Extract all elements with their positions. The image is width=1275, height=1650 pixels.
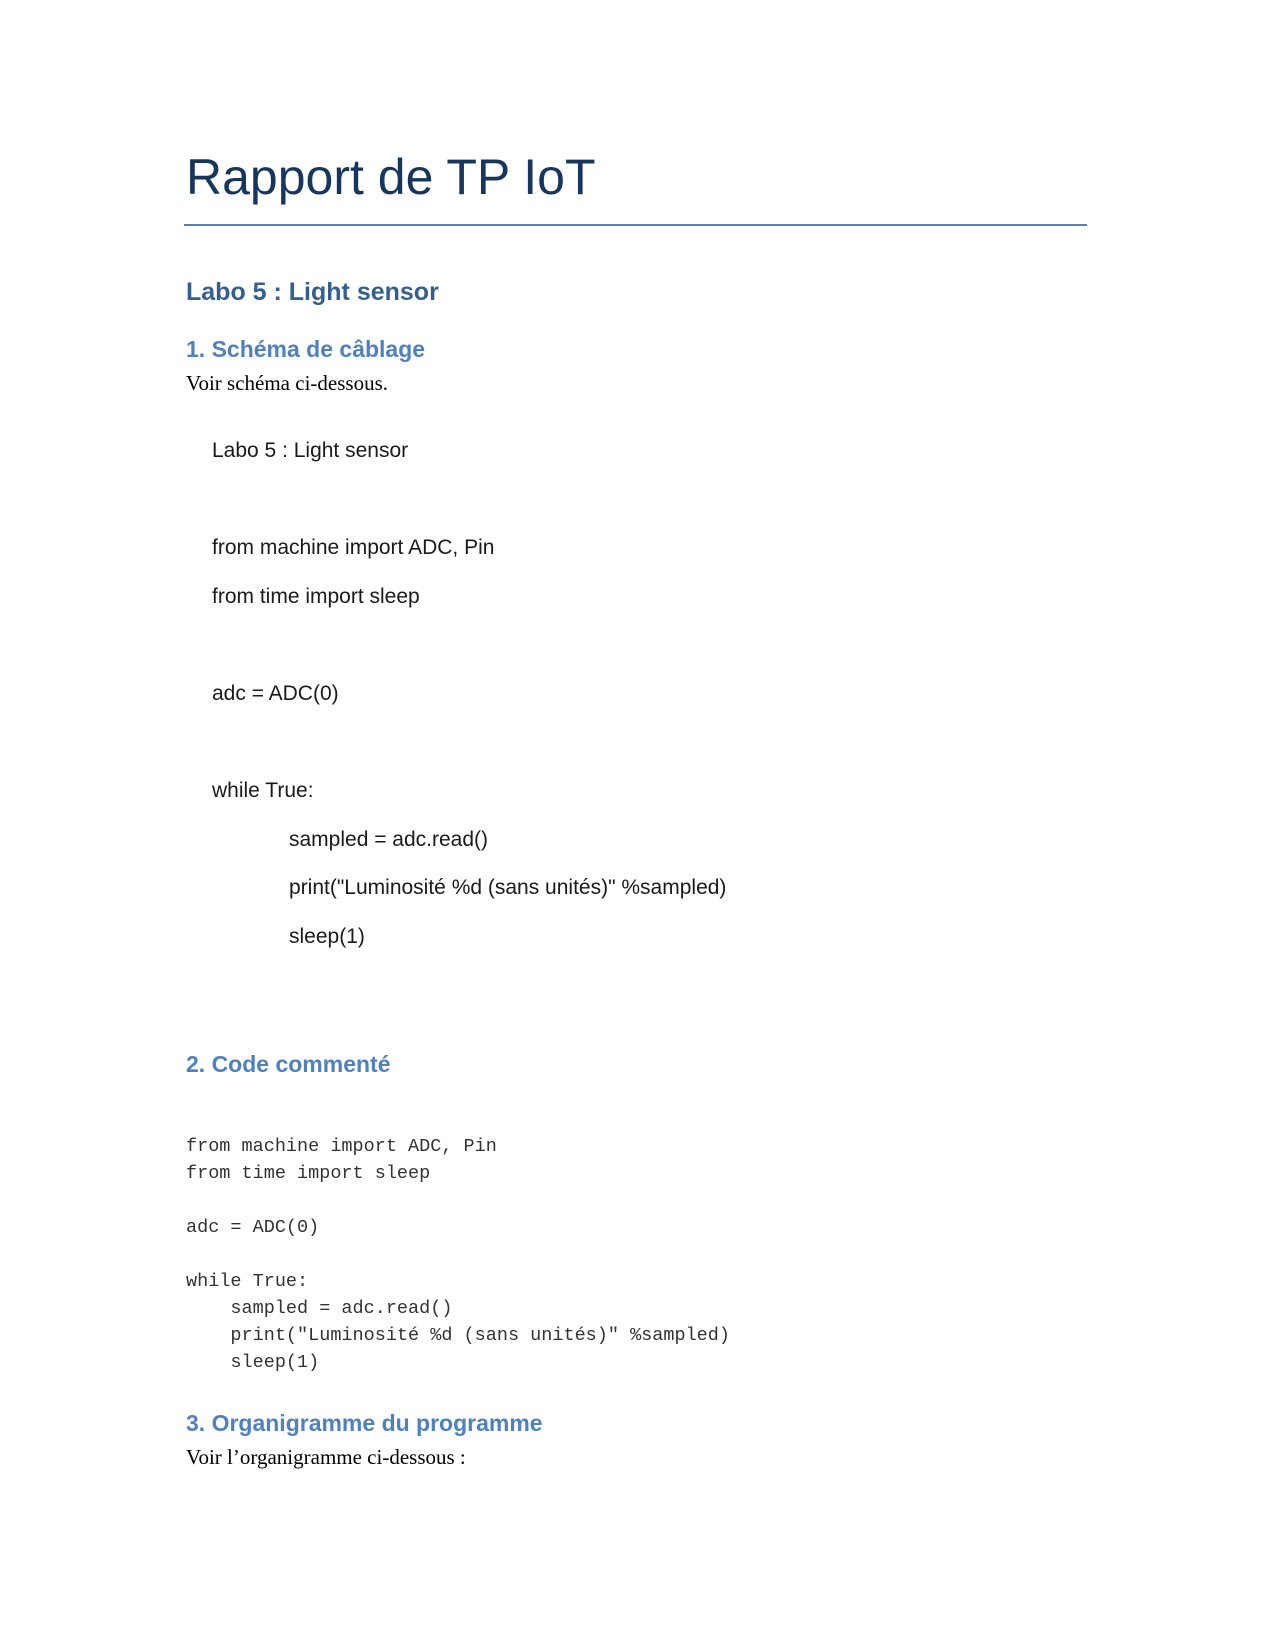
code-line: from time import sleep [186,1163,431,1184]
code-block [186,1133,730,1376]
section-3-heading: 3. Organigramme du programme [186,1410,543,1436]
code-line: sleep(1) [186,1352,320,1373]
code-line: from machine import ADC, Pin [186,1136,497,1157]
code-screenshot-figure [186,430,806,990]
code-line: adc = ADC(0) [186,1217,320,1238]
section-1-text: Voir schéma ci-dessous. [186,371,388,395]
figure-title-line: Labo 5 : Light sensor [212,439,409,462]
lab-heading: Labo 5 : Light sensor [186,278,439,306]
figure-code-line: print("Luminosité %d (sans unités)" %sampled) [289,876,727,899]
figure-code-line: sleep(1) [289,925,365,948]
figure-code-line: from machine import ADC, Pin [212,536,495,559]
code-line: sampled = adc.read() [186,1298,453,1319]
code-line: while True: [186,1271,309,1292]
title-divider [184,224,1087,226]
section-3-text: Voir l’organigramme ci-dessous : [186,1445,466,1469]
figure-code-line: adc = ADC(0) [212,682,339,705]
figure-code-line: sampled = adc.read() [289,828,489,851]
figure-code-line: from time import sleep [212,585,420,608]
code-line: print("Luminosité %d (sans unités)" %sampled) [186,1325,730,1346]
page-title: Rapport de TP IoT [186,149,596,205]
code-line [186,1187,730,1214]
code-line [186,1241,730,1268]
section-2-heading: 2. Code commenté [186,1051,391,1077]
section-1-heading: 1. Schéma de câblage [186,336,426,362]
figure-code-line: while True: [212,779,314,802]
